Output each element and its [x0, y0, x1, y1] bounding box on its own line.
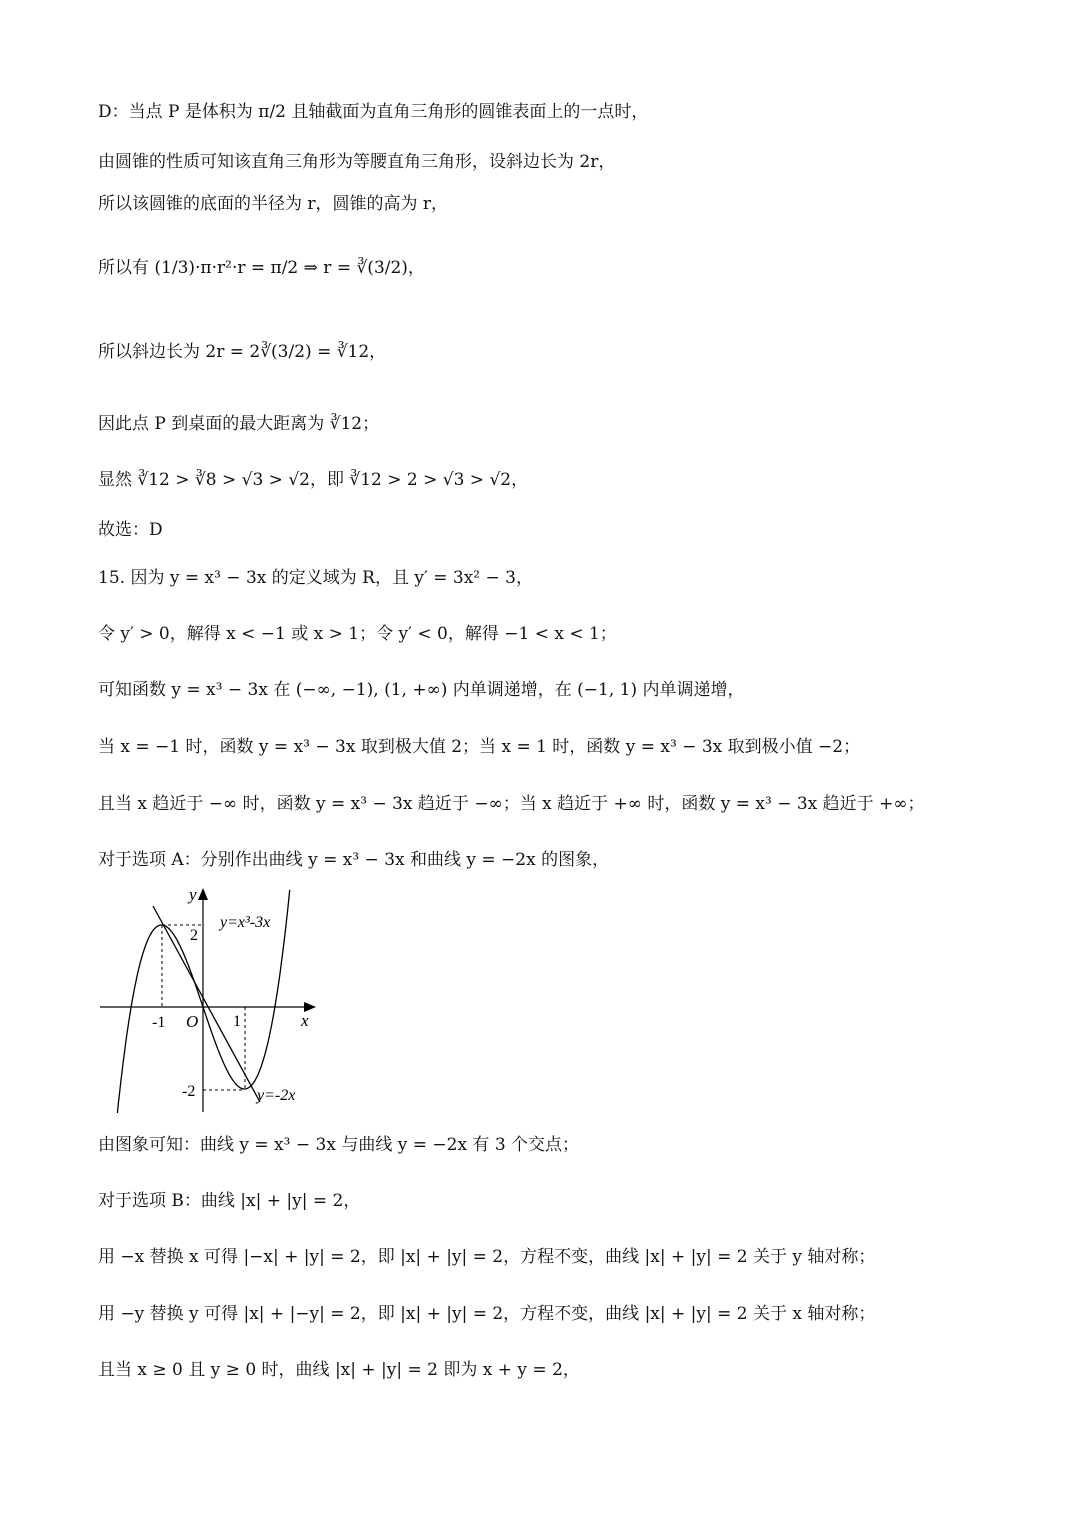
text-line-16: 对于选项 B：曲线 |x| + |y| = 2，: [98, 1191, 361, 1211]
text-line-6: 因此点 P 到桌面的最大距离为 ∛12；: [98, 414, 380, 434]
text-line-7: 显然 ∛12 > ∛8 > √3 > √2，即 ∛12 > 2 > √3 > √2，: [98, 470, 529, 490]
text-line-18: 用 −y 替换 y 可得 |x| + |−y| = 2，即 |x| + |y| = 2，方程不变，曲线 |x| + |y| = 2 关于 x 轴对称；: [98, 1304, 876, 1324]
text-line-15: 由图象可知：曲线 y = x³ − 3x 与曲线 y = −2x 有 3 个交点；: [98, 1135, 580, 1155]
text-line-8: 故选：D: [98, 520, 163, 540]
text-line-4: 所以有 (1/3)·π·r²·r = π/2 ⇒ r = ∛(3/2)，: [98, 258, 425, 278]
text-line-5: 所以斜边长为 2r = 2∛(3/2) = ∛12，: [98, 342, 387, 362]
axis-label-y: y: [189, 885, 197, 904]
text-line-9: 15. 因为 y = x³ − 3x 的定义域为 R，且 y′ = 3x² − 3，: [98, 568, 533, 588]
tick-label-neg2: -2: [182, 1083, 196, 1100]
text-line-11: 可知函数 y = x³ − 3x 在 (−∞, −1), (1, +∞) 内单调递增，在 (−1, 1) 内单调递增，: [98, 680, 745, 700]
tick-label-2: 2: [190, 927, 198, 944]
tick-label-1: 1: [233, 1013, 241, 1030]
text-line-19: 且当 x ≥ 0 且 y ≥ 0 时，曲线 |x| + |y| = 2 即为 x + y = 2，: [98, 1360, 580, 1380]
text-line-10: 令 y′ > 0，解得 x < −1 或 x > 1；令 y′ < 0，解得 −1 < x < 1；: [98, 624, 617, 644]
axis-label-x: x: [301, 1011, 309, 1030]
text-line-12: 当 x = −1 时，函数 y = x³ − 3x 取到极大值 2；当 x = 1 时，函数 y = x³ − 3x 取到极小值 −2；: [98, 737, 861, 757]
tick-label-neg1: -1: [152, 1014, 166, 1031]
text-line-2: 由圆锥的性质可知该直角三角形为等腰直角三角形，设斜边长为 2r，: [98, 152, 616, 172]
text-line-17: 用 −x 替换 x 可得 |−x| + |y| = 2，即 |x| + |y| = 2，方程不变，曲线 |x| + |y| = 2 关于 y 轴对称；: [98, 1247, 876, 1267]
y-axis-arrow: [198, 888, 208, 900]
line-label-neg2x: y=-2x: [257, 1087, 296, 1104]
text-line-13: 且当 x 趋近于 −∞ 时，函数 y = x³ − 3x 趋近于 −∞；当 x 趋近于 +∞ 时，函数 y = x³ − 3x 趋近于 +∞；: [98, 794, 925, 814]
text-line-3: 所以该圆锥的底面的半径为 r，圆锥的高为 r，: [98, 194, 449, 214]
curve-label-cubic: y=x³-3x: [220, 914, 271, 931]
origin-label: O: [186, 1012, 199, 1031]
line-y-neg2x: [153, 906, 260, 1102]
cubic-graph: [95, 880, 330, 1115]
text-line-14: 对于选项 A：分别作出曲线 y = x³ − 3x 和曲线 y = −2x 的图象，: [98, 850, 610, 870]
text-line-1: D：当点 P 是体积为 π/2 且轴截面为直角三角形的圆锥表面上的一点时，: [98, 102, 649, 122]
